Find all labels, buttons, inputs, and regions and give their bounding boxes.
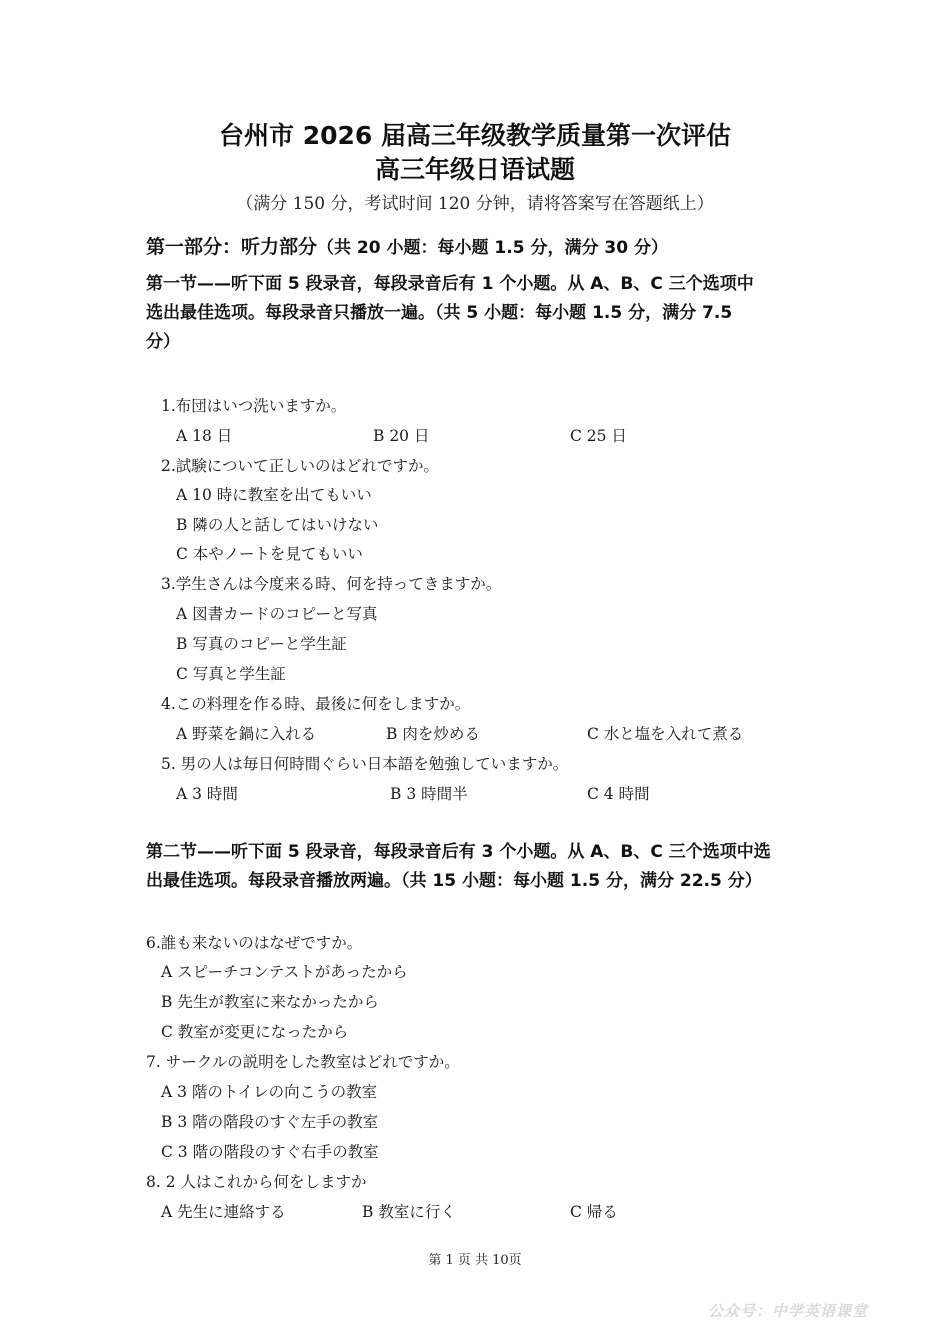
page-number: 第 1 页 共 10页 (428, 1253, 522, 1268)
q3-option-c: C 写真と学生証 (176, 665, 286, 683)
section1-heading-line: 第一节——听下面 5 段录音，每段录音后有 1 个小题。从 A、B、C 三个选项中 (146, 274, 754, 294)
section1-heading-line: 分） (146, 332, 180, 352)
question-6: 6.誰も来ないのはなぜですか。 (146, 934, 363, 952)
q1-option-c: C 25 日 (570, 427, 627, 445)
q8-option-b: B 教室に行く (362, 1203, 456, 1221)
q6-option-c: C 教室が変更になったから (161, 1023, 349, 1041)
section1-heading-line: 选出最佳选项。每段录音只播放一遍。（共 5 小题：每小题 1.5 分，满分 7.5 (146, 303, 733, 323)
q3-option-a: A 図書カードのコピーと写真 (176, 605, 378, 623)
q6-option-b: B 先生が教室に来なかったから (161, 993, 379, 1011)
q4-option-b: B 肉を炒める (386, 725, 480, 743)
section1-heading (146, 270, 816, 357)
q1-option-b: B 20 日 (373, 427, 430, 445)
part1-heading (146, 232, 668, 259)
q6-option-a: A スピーチコンテストがあったから (161, 963, 408, 981)
part1-title: 第一部分：听力部分 (146, 236, 318, 258)
exam-title: 台州市 2026 届高三年级教学质量第一次评估 (219, 121, 731, 150)
q5-option-c: C 4 時間 (587, 785, 650, 803)
q4-option-c: C 水と塩を入れて煮る (587, 725, 744, 743)
section2-heading-line: 第二节——听下面 5 段录音，每段录音后有 3 个小题。从 A、B、C 三个选项中选 (146, 842, 771, 862)
q4-option-a: A 野菜を鍋に入れる (176, 725, 317, 743)
q3-option-b: B 写真のコピーと学生証 (176, 635, 347, 653)
question-3: 3.学生さんは今度来る時、何を持ってきますか。 (161, 575, 502, 593)
question-8: 8. 2 人はこれから何をしますか (146, 1173, 367, 1191)
q7-option-a: A 3 階のトイレの向こうの教室 (161, 1083, 378, 1101)
question-4: 4.この料理を作る時、最後に何をしますか。 (161, 695, 471, 713)
section2-heading (146, 838, 816, 896)
q7-option-c: C 3 階の階段のすぐ右手の教室 (161, 1143, 379, 1161)
q5-option-b: B 3 時間半 (390, 785, 468, 803)
q5-option-a: A 3 時間 (176, 785, 238, 803)
exam-instructions: （满分 150 分，考试时间 120 分钟，请将答案写在答题纸上） (236, 194, 714, 214)
question-2: 2.試験について正しいのはどれですか。 (161, 457, 439, 475)
question-1: 1.布団はいつ洗いますか。 (161, 397, 347, 415)
q2-option-a: A 10 時に教室を出てもいい (176, 486, 372, 504)
part1-note: （共 20 小题：每小题 1.5 分，满分 30 分） (317, 238, 668, 258)
watermark: 公众号：中学英语课堂 (708, 1302, 869, 1320)
section2-heading-line: 出最佳选项。每段录音播放两遍。（共 15 小题：每小题 1.5 分，满分 22.5 分） (146, 871, 762, 891)
q1-option-a: A 18 日 (176, 427, 233, 445)
exam-subject-title: 高三年级日语试题 (374, 155, 575, 184)
question-5: 5. 男の人は毎日何時間ぐらい日本語を勉強していますか。 (161, 755, 569, 773)
q8-option-c: C 帰る (570, 1203, 618, 1221)
q8-option-a: A 先生に連絡する (161, 1203, 286, 1221)
q7-option-b: B 3 階の階段のすぐ左手の教室 (161, 1113, 379, 1131)
question-7: 7. サークルの説明をした教室はどれですか。 (146, 1053, 460, 1071)
q2-option-c: C 本やノートを見てもいい (176, 545, 363, 563)
q2-option-b: B 隣の人と話してはいけない (176, 516, 379, 534)
